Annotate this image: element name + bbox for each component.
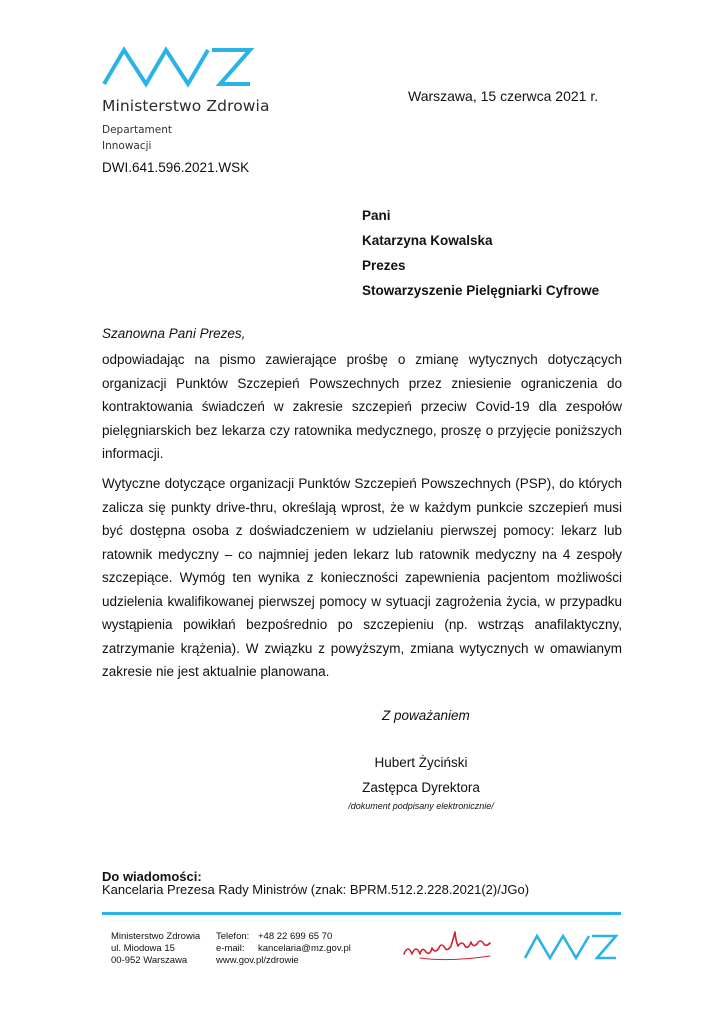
footer-address-line: ul. Miodowa 15 — [111, 943, 175, 954]
ministry-name: Ministerstwo Zdrowia — [102, 97, 270, 115]
salutation: Szanowna Pani Prezes, — [102, 326, 246, 341]
department-name — [102, 122, 172, 154]
email-value[interactable]: kancelaria@mz.gov.pl — [258, 943, 351, 954]
body-paragraph: odpowiadając na pismo zawierające prośbę o zmianę wytycznych dotyczących organizacji Punktów Szczepień Powszechnych przez zniesienie ograniczenia do kontraktowania świadczeń w zakresie szczepień przeciw Covid-19 dla zespołów pielęgniarskich bez lekarza czy ratownika medycznego, proszę o przyjęcie poniższych informacji. — [102, 352, 622, 461]
footer-website[interactable]: www.gov.pl/zdrowie — [216, 955, 299, 966]
cc-title: Do wiadomości: — [102, 869, 202, 884]
department-line: Innowacji — [102, 140, 152, 152]
ministry-logo-icon — [102, 42, 262, 92]
addressee-block — [362, 203, 599, 303]
phone-label: Telefon: — [216, 931, 250, 942]
footer-contact-values — [258, 931, 351, 955]
addressee-line: Stowarzyszenie Pielęgniarki Cyfrowe — [362, 283, 600, 298]
phone-value: +48 22 699 65 70 — [258, 931, 333, 942]
footer-address — [111, 931, 200, 967]
body-paragraph: Wytyczne dotyczące organizacji Punktów Szczepień Powszechnych (PSP), do których zalicza się punkty drive-thru, określają wprost, że w każdym punkcie szczepień musi być dostępna osoba z doświadczeniem w udzielaniu pierwszej pomocy: lekarz lub ratownik medyczny – co najmniej jeden lekarz lub ratownik medyczny na 4 zespoły szczepiące. Wymóg ten wynika z konieczności zapewnienia pacjentom możliwości udzielenia kwalifikowanej pierwszej pomocy w sytuacji zagrożenia życia, w przypadku wystąpienia powikłań bezpośrednio po szczepieniu (np. wstrząs anafilaktyczny, zatrzymanie krążenia). W związku z powyższym, zmiana wytycznych w omawianym zakresie nie jest aktualnie planowana. — [102, 476, 622, 679]
cc-recipient: Kancelaria Prezesa Rady Ministrów (znak: BPRM.512.2.228.2021(2)/JGo) — [102, 882, 530, 897]
closing-phrase: Z poważaniem — [382, 708, 470, 723]
addressee-line: Katarzyna Kowalska — [362, 233, 493, 248]
addressee-line: Pani — [362, 208, 391, 223]
signature-note: /dokument podpisany elektronicznie/ — [348, 801, 494, 811]
addressee-line: Prezes — [362, 258, 406, 273]
department-line: Departament — [102, 124, 172, 136]
signer-name: Hubert Życiński — [374, 755, 468, 770]
footer-contact-labels — [216, 931, 249, 955]
niepodlegla-signature-icon — [400, 928, 510, 964]
signer-block — [300, 750, 542, 800]
letter-date: Warszawa, 15 czerwca 2021 r. — [408, 88, 599, 104]
ministry-logo-small-icon — [523, 931, 623, 963]
reference-number: DWI.641.596.2021.WSK — [102, 160, 250, 175]
footer-address-line: 00-952 Warszawa — [111, 955, 188, 966]
footer-divider — [102, 912, 621, 915]
email-label: e-mail: — [216, 943, 245, 954]
footer-address-line: Ministerstwo Zdrowia — [111, 931, 201, 942]
signer-title: Zastępca Dyrektora — [362, 780, 480, 795]
